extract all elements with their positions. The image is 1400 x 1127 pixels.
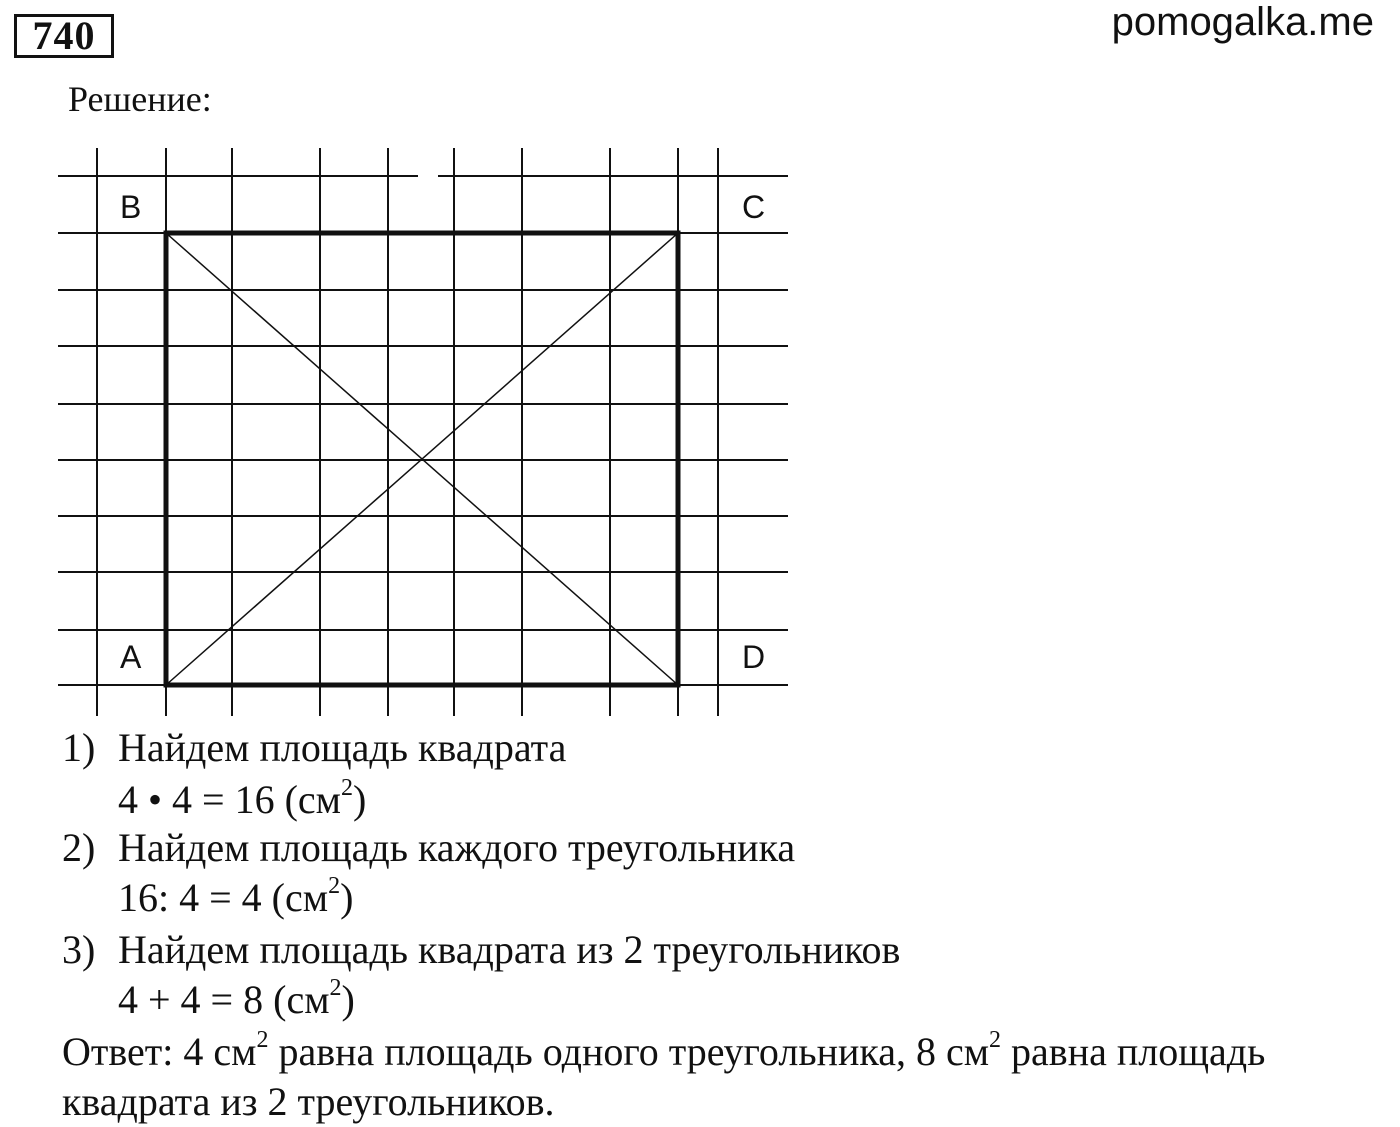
problem-number: 740 — [14, 14, 114, 58]
site-watermark: pomogalka.me — [1111, 0, 1374, 44]
point-label-d: D — [742, 639, 766, 675]
exponent: 2 — [989, 1026, 1002, 1053]
step-text: Найдем площадь каждого треугольника — [118, 825, 796, 870]
solution-heading: Решение: — [68, 79, 212, 119]
point-label-b: B — [120, 189, 142, 225]
step-number: 2) — [62, 825, 96, 870]
calc-text: 4 • 4 = 16 (см — [118, 777, 341, 822]
step-2-calc — [118, 872, 354, 920]
exponent: 2 — [328, 872, 341, 899]
exponent: 2 — [340, 774, 353, 801]
step-3-calc — [118, 974, 355, 1022]
answer-line-1 — [62, 1026, 1266, 1074]
answer-part: равна площадь одного треугольника, 8 см — [268, 1029, 990, 1074]
calc-close: ) — [340, 875, 354, 920]
exponent: 2 — [256, 1026, 269, 1053]
calc-close: ) — [341, 977, 355, 1022]
step-3 — [62, 928, 900, 972]
step-2 — [62, 826, 795, 870]
calc-text: 16: 4 = 4 (см — [118, 875, 329, 920]
step-1-calc — [118, 774, 367, 822]
step-text: Найдем площадь квадрата из 2 треугольников — [118, 927, 901, 972]
exponent: 2 — [329, 974, 342, 1001]
answer-part: Ответ: 4 см — [62, 1029, 257, 1074]
step-number: 3) — [62, 927, 96, 972]
calc-close: ) — [352, 777, 367, 822]
point-label-a: A — [120, 639, 142, 675]
answer-part: равна площадь — [1001, 1029, 1266, 1074]
step-number: 1) — [62, 725, 96, 770]
point-label-c: C — [742, 189, 766, 225]
step-1 — [62, 726, 566, 770]
answer-line-2: квадрата из 2 треугольников. — [62, 1079, 555, 1124]
calc-text: 4 + 4 = 8 (см — [118, 977, 330, 1022]
step-text: Найдем площадь квадрата — [118, 725, 567, 770]
